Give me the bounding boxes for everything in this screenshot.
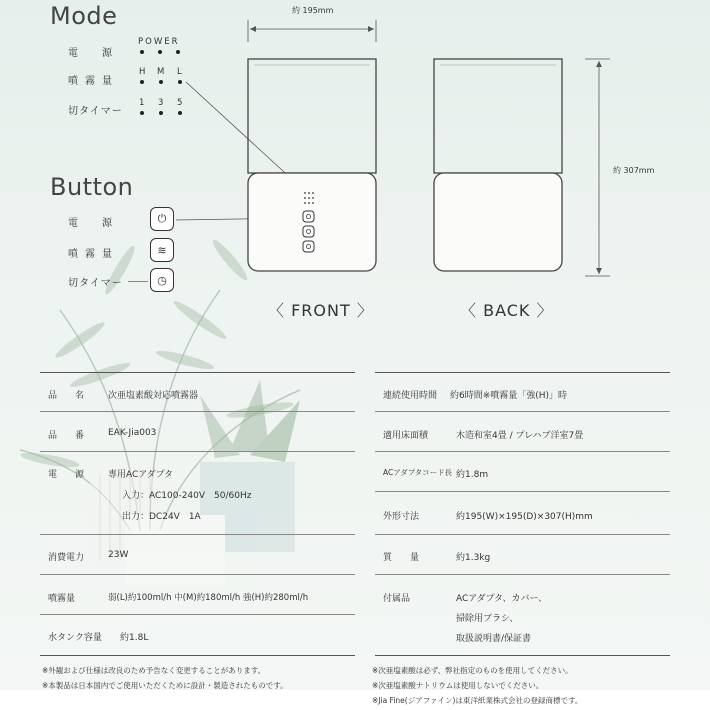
spec-label: 付属品 [383, 594, 411, 604]
spec-label: ACアダプタコード長 [383, 468, 453, 477]
spec-label: 品 名 [48, 391, 85, 401]
note-text: ※外観および仕様は改良のため予告なく変更することがあります。 [42, 666, 266, 675]
note-text: ※Jia Fine(ジアファイン)は東洋紙業株式会社の登録商標です。 [372, 696, 583, 705]
spec-label: 連続使用時間 [383, 391, 438, 401]
mode-timer-head-1: 1 [139, 98, 147, 108]
mode-mist-head-m: M [157, 67, 167, 77]
power-icon: ⏻ [157, 212, 167, 225]
button-mist-label: 噴霧量 [68, 249, 119, 260]
spec-divider [40, 451, 355, 452]
spec-subvalue: 出力：DC24V 1A [122, 512, 201, 522]
spec-divider [375, 372, 670, 373]
spec-value: 約195(W)×195(D)×307(H)mm [456, 512, 593, 522]
spec-divider [375, 574, 670, 575]
product-drawings [0, 0, 710, 320]
width-dimension-label: 約 195mm [292, 6, 334, 15]
button-title: Button [50, 173, 134, 201]
spec-divider [375, 411, 670, 412]
spec-value: EAK-Jia003 [108, 428, 157, 438]
spec-divider [40, 574, 355, 575]
mode-timer-head-3: 3 [158, 98, 166, 108]
spec-divider [375, 534, 670, 535]
spec-divider [40, 614, 355, 615]
spec-subvalue: 掃除用ブラシ、 [456, 614, 519, 624]
spec-divider [375, 655, 670, 656]
spec-divider [40, 411, 355, 412]
spec-label: 適用床面積 [383, 431, 429, 441]
spec-value: 約6時間※噴霧量「強(H)」時 [450, 391, 568, 401]
spec-divider [40, 655, 355, 656]
spec-label: 品 番 [48, 431, 85, 441]
note-text: ※本製品は日本国内でご使用いただくために設計・製造されたものです。 [42, 681, 288, 690]
spec-value: 木造和室4畳 / プレハブ洋室7畳 [456, 431, 584, 441]
spec-divider [375, 491, 670, 492]
spec-label: 質 量 [383, 553, 420, 563]
mist-icon: ≋ [157, 243, 167, 257]
button-power-label: 電 源 [68, 218, 119, 229]
mode-title: Mode [50, 2, 118, 30]
mode-power-head: POWER [138, 37, 180, 47]
spec-label: 消費電力 [48, 553, 85, 563]
spec-value: 約1.3kg [456, 553, 491, 563]
spec-subvalue: 入力：AC100-240V 50/60Hz [122, 491, 252, 501]
spec-value: 約1.8m [456, 470, 489, 480]
mode-mist-head-l: L [177, 67, 184, 77]
note-text: ※次亜塩素酸は必ず、弊社指定のものを使用してください。 [372, 666, 573, 675]
spec-value: 次亜塩素酸対応噴霧器 [108, 391, 199, 401]
mode-timer-label: 切タイマー [68, 106, 123, 117]
spec-value: 約1.8L [120, 633, 149, 643]
spec-label: 外形寸法 [383, 512, 420, 522]
clock-icon: ◷ [157, 273, 167, 287]
spec-label: 噴霧量 [48, 594, 76, 604]
front-view-label: 〈 FRONT 〉 [268, 301, 374, 320]
spec-value: ACアダプタ、カバー、 [456, 594, 548, 604]
height-dimension-label: 約 307mm [613, 166, 655, 175]
note-text: ※次亜塩素酸ナトリウムは使用しないでください。 [372, 681, 544, 690]
back-view-label: 〈 BACK 〉 [460, 301, 554, 320]
mode-timer-head-5: 5 [177, 98, 185, 108]
spec-value: 23W [108, 550, 129, 560]
spec-value: 弱(L)約100ml/h 中(M)約180ml/h 強(H)約280ml/h [108, 593, 309, 603]
button-timer-label: 切タイマー [68, 278, 123, 289]
spec-value: 専用ACアダプタ [108, 470, 174, 480]
mode-power-label: 電 源 [68, 48, 119, 59]
spec-divider [375, 451, 670, 452]
mode-mist-label: 噴霧量 [68, 76, 119, 87]
spec-label: 水タンク容量 [48, 633, 102, 643]
mode-mist-head-h: H [139, 67, 148, 77]
spec-subvalue: 取扱説明書/保証書 [456, 634, 532, 644]
spec-label: 電 源 [48, 470, 85, 480]
spec-divider [40, 534, 355, 535]
spec-divider [40, 372, 355, 373]
